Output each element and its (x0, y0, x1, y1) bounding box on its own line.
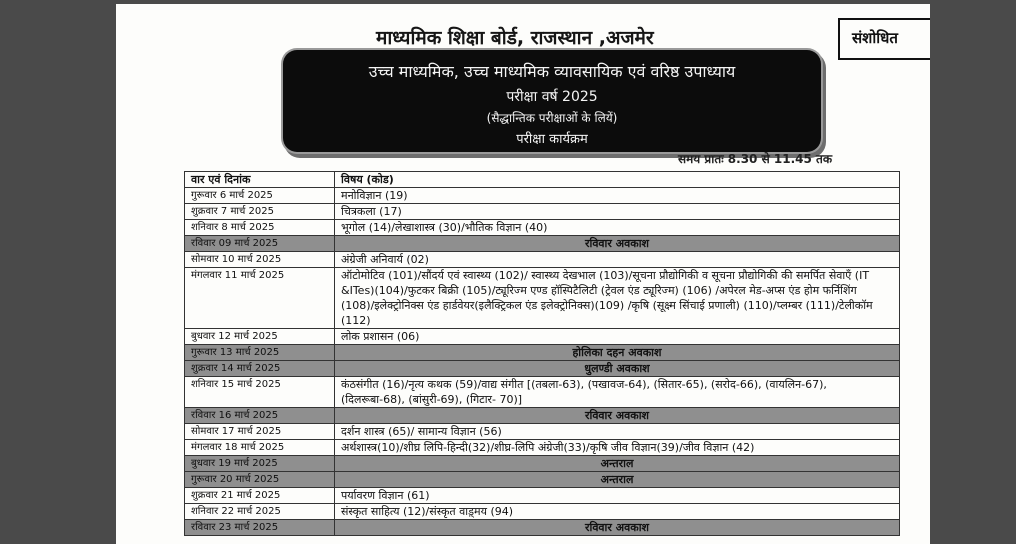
row-subject: रविवार अवकाश (335, 408, 900, 424)
banner-line-2: परीक्षा वर्ष 2025 (506, 89, 598, 105)
revised-label: संशोधित (838, 18, 930, 60)
table-header-row (185, 172, 900, 188)
row-subject: लोक प्रशासन (06) (335, 329, 900, 345)
row-subject: पर्यावरण विज्ञान (61) (335, 488, 900, 504)
board-title: माध्यमिक शिक्षा बोर्ड, राजस्थान ,अजमेर (376, 27, 654, 49)
table-row (185, 268, 900, 329)
table-row (185, 504, 900, 520)
table-row-holiday (185, 408, 900, 424)
exam-timing: समय प्रातः 8.30 से 11.45 तक (678, 152, 833, 166)
table-row-holiday (185, 361, 900, 377)
table-row (185, 220, 900, 236)
row-subject: ऑटोमोटिव (101)/सौंदर्य एवं स्वास्थ्य (102)/ स्वास्थ्य देखभाल (103)/सूचना प्रौद्योगिकी व सूचना प्रौद्योगिकी की समर्पित सेवाएँ (IT &ITes)(104)/फुटकर बिक्री (105)/ट्यूरिज्म एण्ड हॉस्पिटैलिटी (ट्रेवल एंड ट्यूरिज्म) (106) /अपेरल मेड-अप्स एंड होम फर्निशिंग (108)/इलेक्ट्रोनिक्स एंड हार्डवेयर(इलैक्ट्रिकल एंड इलेक्ट्रोनिक्स)(109) /कृषि (सूक्ष्म सिंचाई प्रणाली) (110)/प्लम्बर (111)/टेलीकॉम (112) (335, 268, 900, 329)
exam-schedule-table (184, 171, 900, 536)
table-row-holiday (185, 345, 900, 361)
row-date: सोमवार 10 मार्च 2025 (185, 252, 335, 268)
row-subject: अन्तराल (335, 456, 900, 472)
header-date: वार एवं दिनांक (185, 172, 335, 188)
exam-banner (283, 50, 821, 152)
row-subject: होलिका दहन अवकाश (335, 345, 900, 361)
table-row-holiday (185, 472, 900, 488)
row-date: रविवार 23 मार्च 2025 (185, 520, 335, 536)
row-subject: धुलण्डी अवकाश (335, 361, 900, 377)
table-row (185, 488, 900, 504)
row-subject: रविवार अवकाश (335, 236, 900, 252)
row-subject: दर्शन शास्त्र (65)/ सामान्य विज्ञान (56) (335, 424, 900, 440)
row-date: शनिवार 15 मार्च 2025 (185, 377, 335, 408)
row-subject: रविवार अवकाश (335, 520, 900, 536)
row-date: गुरूवार 13 मार्च 2025 (185, 345, 335, 361)
table-row-holiday (185, 236, 900, 252)
row-date: शनिवार 22 मार्च 2025 (185, 504, 335, 520)
row-date: शुक्रवार 14 मार्च 2025 (185, 361, 335, 377)
banner-line-4: परीक्षा कार्यक्रम (516, 132, 588, 147)
header-subject: विषय (कोड) (335, 172, 900, 188)
row-subject: अर्थशास्त्र(10)/शीघ्र लिपि-हिन्दी(32)/शीघ्र-लिपि अंग्रेजी(33)/कृषि जीव विज्ञान(39)/जीव विज्ञान (42) (335, 440, 900, 456)
document-page (116, 4, 930, 544)
row-date: गुरूवार 6 मार्च 2025 (185, 188, 335, 204)
row-date: बुधवार 19 मार्च 2025 (185, 456, 335, 472)
table-row (185, 424, 900, 440)
row-date: बुधवार 12 मार्च 2025 (185, 329, 335, 345)
banner-line-1: उच्च माध्यमिक, उच्च माध्यमिक व्यावसायिक एवं वरिष्ठ उपाध्याय (368, 62, 736, 81)
row-date: शनिवार 8 मार्च 2025 (185, 220, 335, 236)
table-row (185, 252, 900, 268)
table-row-holiday (185, 456, 900, 472)
table-row (185, 204, 900, 220)
row-date: रविवार 09 मार्च 2025 (185, 236, 335, 252)
row-date: शुक्रवार 21 मार्च 2025 (185, 488, 335, 504)
table-row (185, 188, 900, 204)
table-row-holiday (185, 520, 900, 536)
table-row (185, 440, 900, 456)
row-date: शुक्रवार 7 मार्च 2025 (185, 204, 335, 220)
row-subject: संस्कृत साहित्य (12)/संस्कृत वाड़्मय (94) (335, 504, 900, 520)
table-row (185, 329, 900, 345)
row-date: गुरूवार 20 मार्च 2025 (185, 472, 335, 488)
row-date: सोमवार 17 मार्च 2025 (185, 424, 335, 440)
row-subject: कंठसंगीत (16)/नृत्य कथक (59)/वाद्य संगीत [(तबला-63), (पखावज-64), (सितार-65), (सरोद-66), (वायलिन-67), (दिलरूबा-68), (बांसुरी-69), (गिटार- 70)] (335, 377, 900, 408)
row-subject: अंग्रेजी अनिवार्य (02) (335, 252, 900, 268)
row-date: मंगलवार 18 मार्च 2025 (185, 440, 335, 456)
row-subject: चित्रकला (17) (335, 204, 900, 220)
row-subject: मनोविज्ञान (19) (335, 188, 900, 204)
row-date: मंगलवार 11 मार्च 2025 (185, 268, 335, 329)
banner-line-3: (सैद्धान्तिक परीक्षाओं के लियें) (486, 111, 618, 125)
row-subject: अन्तराल (335, 472, 900, 488)
row-date: रविवार 16 मार्च 2025 (185, 408, 335, 424)
table-row (185, 377, 900, 408)
row-subject: भूगोल (14)/लेखाशास्त्र (30)/भौतिक विज्ञान (40) (335, 220, 900, 236)
